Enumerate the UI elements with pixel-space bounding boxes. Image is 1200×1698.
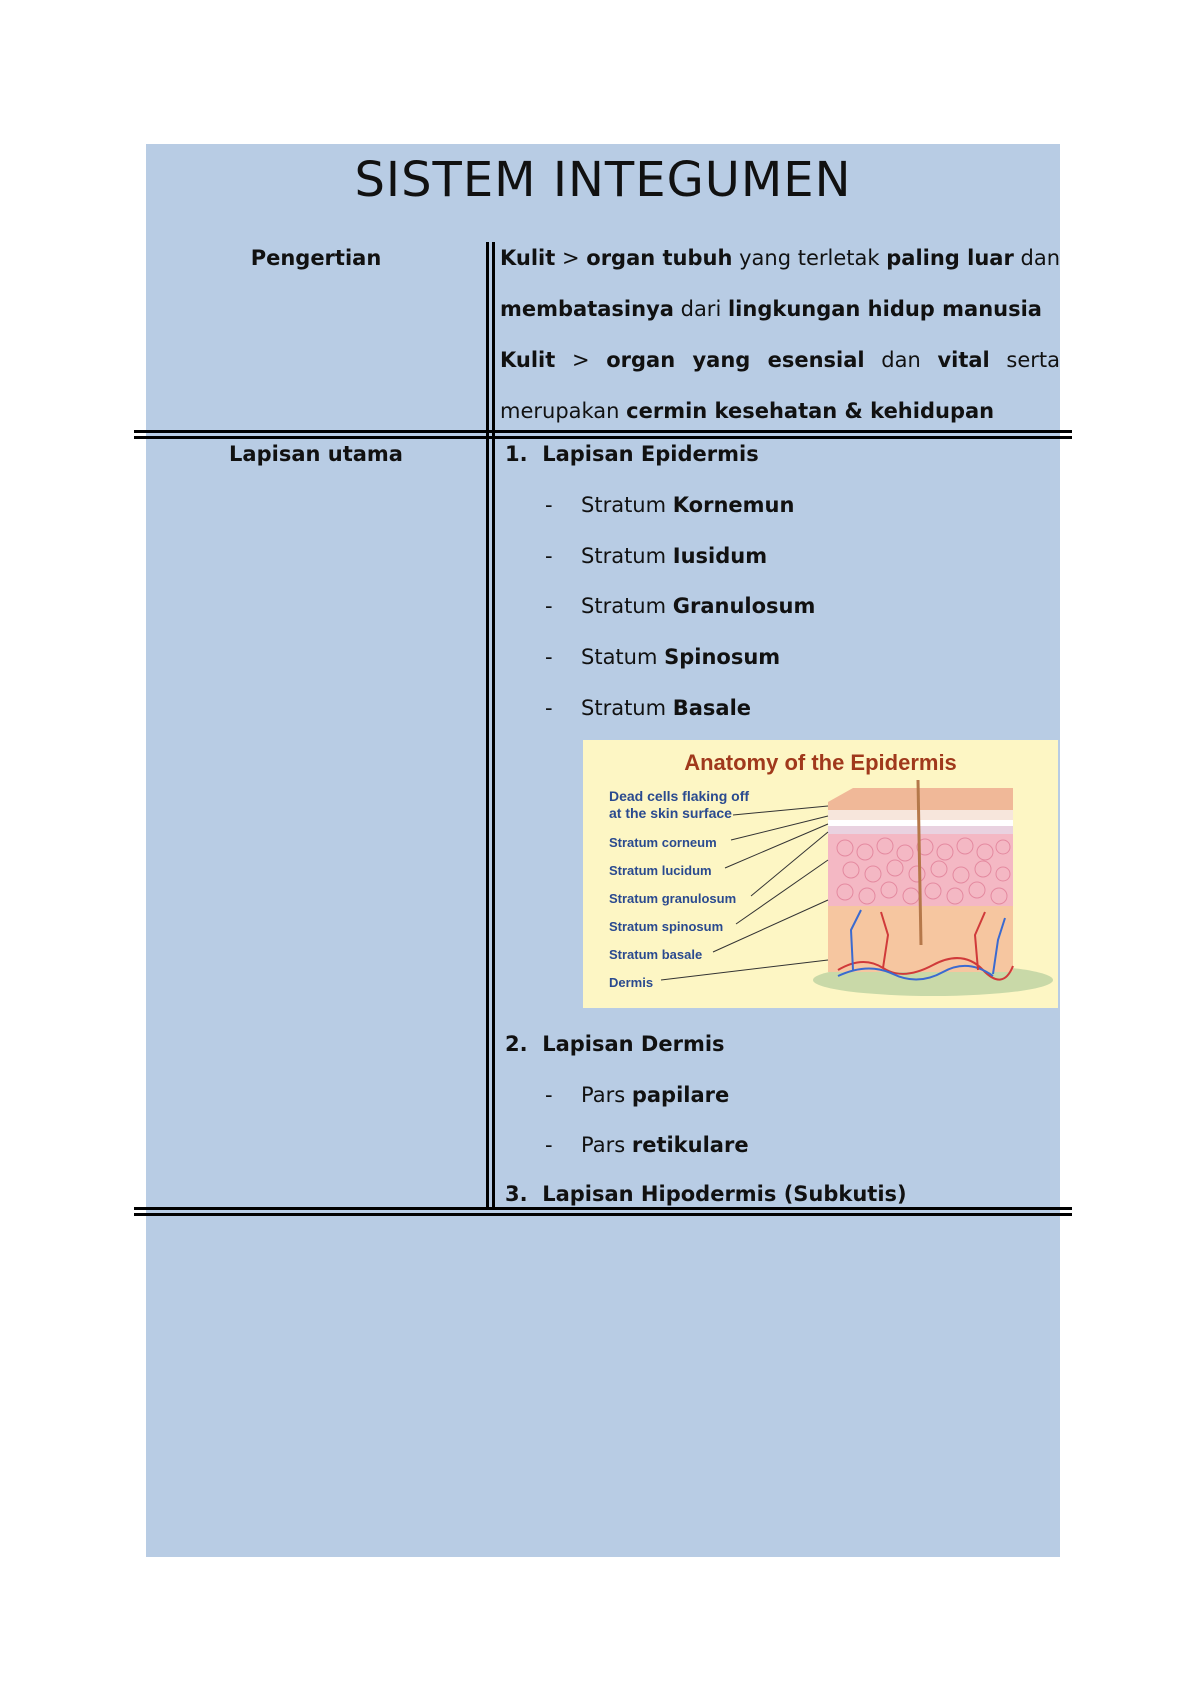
definition-line-4 bbox=[500, 399, 1060, 423]
text: yang terletak bbox=[732, 246, 887, 270]
list-item: - Stratum Iusidum bbox=[545, 544, 768, 568]
figure-label: Stratum granulosum bbox=[609, 891, 737, 906]
table-bottom-border-double bbox=[134, 1213, 1072, 1216]
bold-text: membatasinya bbox=[500, 297, 674, 321]
section-number: 1. bbox=[505, 442, 528, 466]
bold-text: vital bbox=[937, 348, 990, 372]
definition-line-1 bbox=[500, 246, 1060, 270]
epidermis-anatomy-figure bbox=[583, 740, 1058, 1008]
section-number: 2. bbox=[505, 1032, 528, 1056]
table-bottom-border bbox=[134, 1207, 1072, 1210]
figure-label: Dead cells flaking off bbox=[609, 788, 750, 804]
list-item: - Stratum Kornemun bbox=[545, 493, 795, 517]
page-title: SISTEM INTEGUMEN bbox=[354, 152, 852, 208]
section-hipodermis bbox=[505, 1182, 907, 1206]
bold-text: paling luar bbox=[886, 246, 1014, 270]
bold-text: organ yang esensial bbox=[606, 348, 865, 372]
definition-line-3 bbox=[500, 348, 1060, 372]
figure-label: Dermis bbox=[609, 975, 654, 990]
bold-text: cermin kesehatan & kehidupan bbox=[626, 399, 995, 423]
column-divider bbox=[486, 242, 489, 1210]
section-number: 3. bbox=[505, 1182, 528, 1206]
text: serta bbox=[989, 348, 1061, 372]
bold-text: Kulit bbox=[500, 246, 556, 270]
row-label-lapisan: Lapisan utama bbox=[229, 442, 403, 466]
list-item: - Statum Spinosum bbox=[545, 645, 781, 669]
text: dan bbox=[864, 348, 938, 372]
figure-label: Stratum lucidum bbox=[609, 863, 712, 878]
figure-label: Stratum spinosum bbox=[609, 919, 724, 934]
section-epidermis bbox=[505, 442, 759, 466]
text: dari bbox=[673, 297, 728, 321]
column-divider-double bbox=[492, 242, 495, 1210]
section-title: Lapisan Dermis bbox=[542, 1032, 725, 1056]
section-dermis bbox=[505, 1032, 725, 1056]
figure-label: at the skin surface bbox=[609, 805, 732, 821]
definition-line-2 bbox=[500, 297, 1060, 321]
list-item: - Stratum Granulosum bbox=[545, 594, 816, 618]
bold-text: organ tubuh bbox=[586, 246, 733, 270]
row-label-pengertian: Pengertian bbox=[250, 246, 382, 270]
list-item: - Pars papilare bbox=[545, 1083, 730, 1107]
bold-text: Kulit bbox=[500, 348, 556, 372]
text: merupakan bbox=[500, 399, 627, 423]
bold-text: lingkungan hidup manusia bbox=[727, 297, 1042, 321]
figure-label: Stratum corneum bbox=[609, 835, 717, 850]
section-title: Lapisan Hipodermis (Subkutis) bbox=[542, 1182, 907, 1206]
text: > bbox=[555, 246, 587, 270]
list-item: - Pars retikulare bbox=[545, 1133, 749, 1157]
skin-cross-section-illustration bbox=[583, 740, 1058, 1008]
figure-title: Anatomy of the Epidermis bbox=[684, 750, 957, 775]
text: dan bbox=[1013, 246, 1060, 270]
text: > bbox=[555, 348, 607, 372]
list-item: - Stratum Basale bbox=[545, 696, 752, 720]
row-divider-top-double bbox=[134, 436, 1072, 439]
row-divider-top bbox=[134, 430, 1072, 433]
figure-label: Stratum basale bbox=[609, 947, 703, 962]
section-title: Lapisan Epidermis bbox=[542, 442, 759, 466]
